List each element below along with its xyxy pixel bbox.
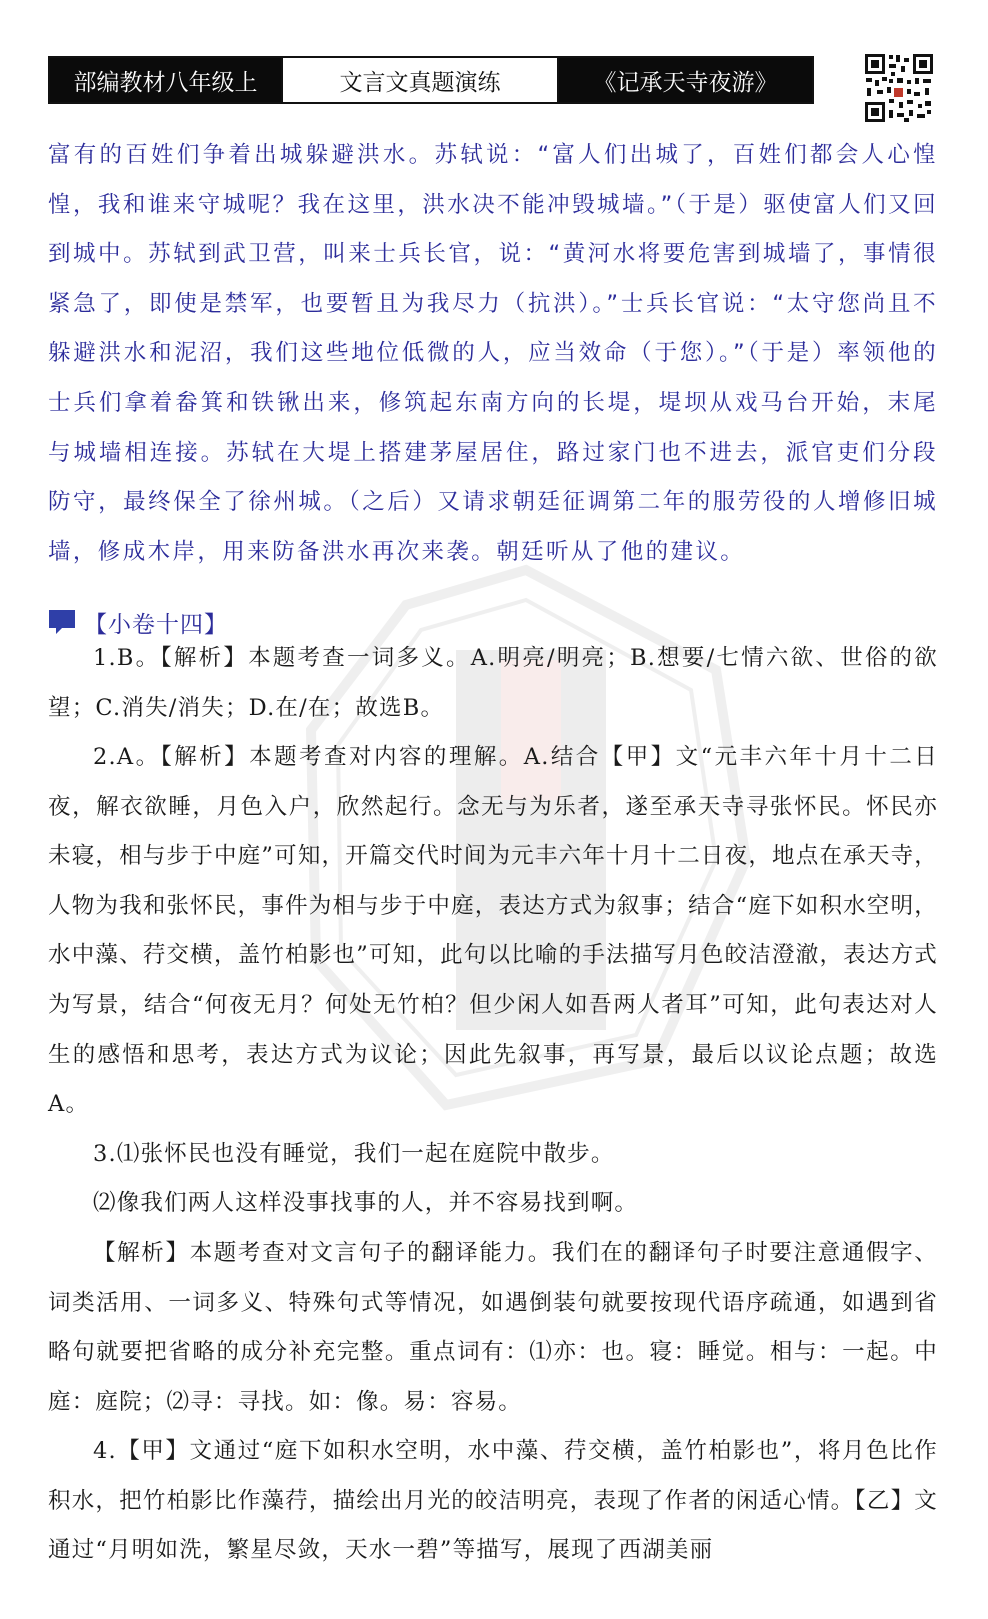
- header-lesson: 《记承天寺夜游》: [559, 58, 812, 102]
- header-grade: 部编教材八年级上: [50, 58, 281, 102]
- translation-paragraph: 富有的百姓们争着出城躲避洪水。苏轼说：“富人们出城了，百姓们都会人心惶惶，我和谁来守城呢？我在这里，洪水决不能冲毁城墙。”（于是）驱使富人们又回到城中。苏轼到武卫营，叫来士兵长官，说：“黄河水将要危害到城墙了，事情很紧急了，即使是禁军，也要暂且为我尽力（抗洪）。”士兵长官说：“太守您尚且不躲避洪水和泥沼，我们这些地位低微的人，应当效命（于您）。”（于是）率领他的士兵们拿着畚箕和铁锹出来，修筑起东南方向的长堤，堤坝从戏马台开始，末尾与城墙相连接。苏轼在大堤上搭建茅屋居住，路过家门也不进去，派官吏们分段防守，最终保全了徐州城。（之后）又请求朝廷征调第二年的服劳役的人增修旧城墙，修成木岸，用来防备洪水再次来袭。朝廷听从了他的建议。: [48, 142, 938, 565]
- answer-3-part-1: 3.⑴张怀民也没有睡觉，我们一起在庭院中散步。: [93, 1141, 615, 1167]
- answer-4: 4.【甲】文通过“庭下如积水空明，水中藻、荇交横，盖竹柏影也”，将月色比作积水，把竹柏影比作藻荇，描绘出月光的皎洁明亮，表现了作者的闲适心情。【乙】文通过“月明如洗，繁星尽敛，天水一碧”等描写，展现了西湖美丽: [48, 1438, 938, 1564]
- section-title: 【小卷十四】: [84, 611, 228, 638]
- answer-2: 2.A。【解析】本题考查对内容的理解。A.结合【甲】文“元丰六年十月十二日夜，解衣欲睡，月色入户，欣然起行。念无与为乐者，遂至承天寺寻张怀民。怀民亦未寝，相与步于中庭”可知，开篇交代时间为元丰六年十月十二日夜，地点在承天寺，人物为我和张怀民，事件为相与步于中庭，表达方式为叙事；结合“庭下如积水空明，水中藻、荇交横，盖竹柏影也”可知，此句以比喻的手法描写月色皎洁澄澈，表达方式为写景，结合“何夜无月？何处无竹柏？但少闲人如吾两人者耳”可知，此句表达对人生的感悟和思考，表达方式为议论；因此先叙事，再写景，最后以议论点题；故选A。: [48, 744, 938, 1118]
- answer-3-part-2: ⑵像我们两人这样没事找事的人，并不容易找到啊。: [93, 1190, 639, 1216]
- qr-code-icon: [863, 52, 935, 124]
- answer-3-analysis: 【解析】本题考查对文言句子的翻译能力。我们在的翻译句子时要注意通假字、词类活用、一词多义、特殊句式等情况，如遇倒装句就要按现代语序疏通，如遇到省略句就要把省略的成分补充完整。重点词有：⑴亦：也。寝：睡觉。相与：一起。中庭：庭院；⑵寻：寻找。如：像。易：容易。: [48, 1240, 938, 1415]
- page-header: [48, 56, 814, 104]
- answer-1: 1.B。【解析】本题考查一词多义。A.明亮/明亮；B.想要/七情六欲、世俗的欲望；C.消失/消失；D.在/在；故选B。: [48, 645, 938, 721]
- speech-bubble-icon: [48, 609, 76, 635]
- header-subject: 文言文真题演练: [281, 58, 559, 102]
